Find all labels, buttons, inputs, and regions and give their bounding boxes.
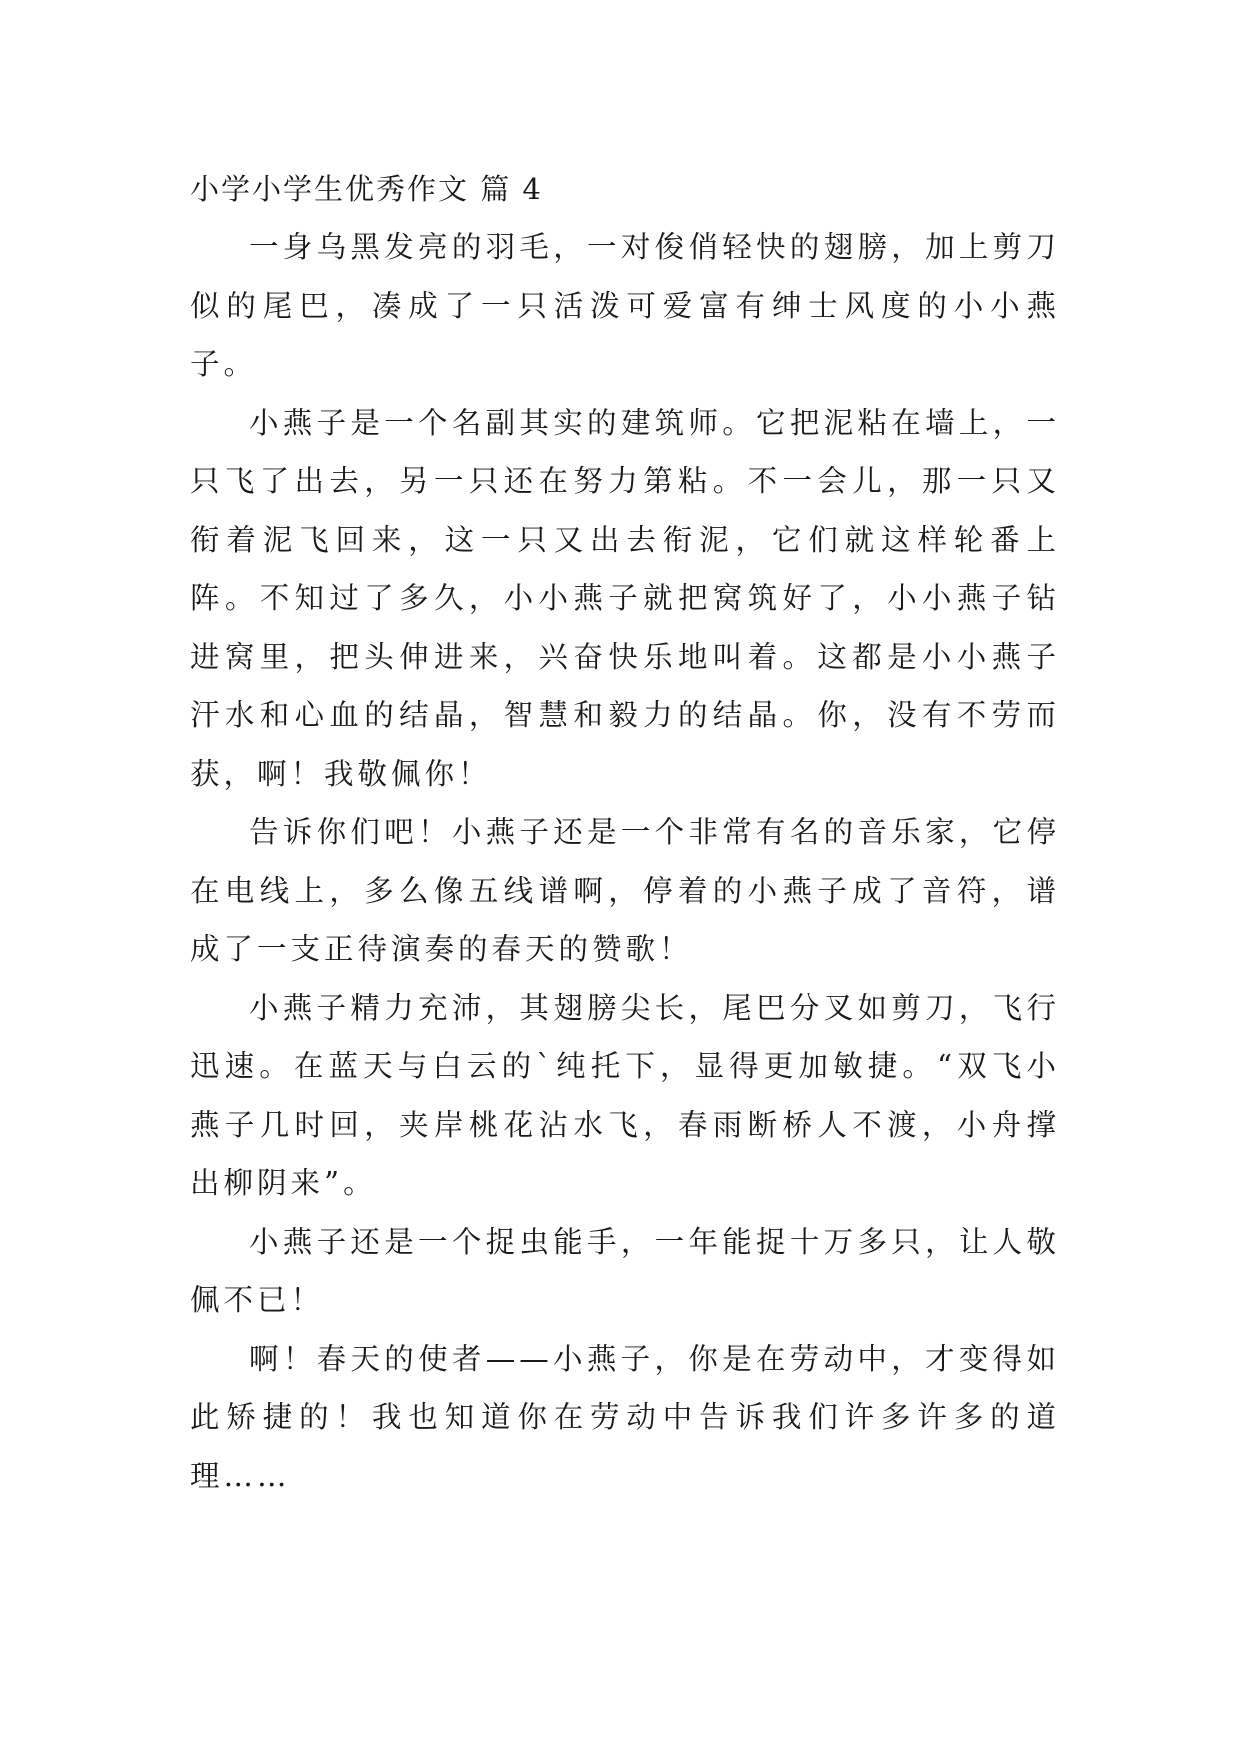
paragraph-4: 小燕子精力充沛，其翅膀尖长，尾巴分叉如剪刀，飞行迅速。在蓝天与白云的`纯托下，显得更加敏捷。“双飞小燕子几时回，夹岸桃花沾水飞，春雨断桥人不渡，小舟撑出柳阴来”。: [190, 990, 1060, 1200]
paragraph-5: 小燕子还是一个捉虫能手，一年能捉十万多只，让人敬佩不已！: [190, 1224, 1060, 1317]
paragraph-2: 小燕子是一个名副其实的建筑师。它把泥粘在墙上，一只飞了出去，另一只还在努力第粘。不一会儿，那一只又衔着泥飞回来，这一只又出去衔泥，它们就这样轮番上阵。不知过了多久，小小燕子就把窝筑好了，小小燕子钻进窝里，把头伸进来，兴奋快乐地叫着。这都是小小燕子汗水和心血的结晶，智慧和毅力的结晶。你，没有不劳而获，啊！我敬佩你！: [190, 405, 1060, 791]
document-body: [190, 160, 1060, 1505]
paragraph-1: 一身乌黑发亮的羽毛，一对俊俏轻快的翅膀，加上剪刀似的尾巴，凑成了一只活泼可爱富有绅士风度的小小燕子。: [190, 230, 1060, 381]
paragraph-6: 啊！春天的使者——小燕子，你是在劳动中，才变得如此矫捷的！我也知道你在劳动中告诉我们许多许多的道理……: [190, 1341, 1060, 1493]
paragraph-3: 告诉你们吧！小燕子还是一个非常有名的音乐家，它停在电线上，多么像五线谱啊，停着的小燕子成了音符，谱成了一支正待演奏的春天的赞歌！: [190, 815, 1060, 966]
document-title: 小学小学生优秀作文 篇 4: [190, 172, 543, 206]
